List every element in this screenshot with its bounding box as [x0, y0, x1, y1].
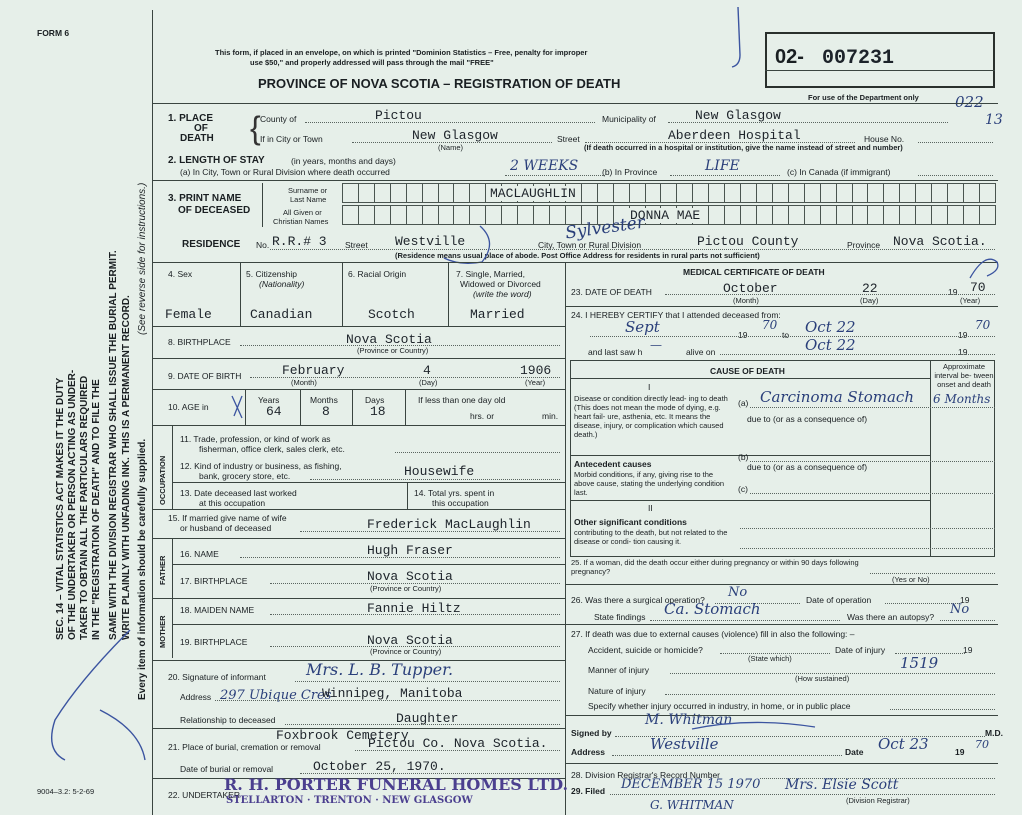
burial-date-value: October 25, 1970. [313, 759, 446, 774]
due-to-label-1: due to (or as a consequence of) [747, 414, 868, 424]
other-conditions-label-1: Other significant conditions [574, 517, 687, 527]
surgery-value: No [728, 585, 748, 600]
dod-day-sub: (Day) [860, 296, 879, 305]
less-day-label-1: If less than one day old [418, 395, 506, 405]
mother-name-label: 18. MAIDEN NAME [180, 605, 255, 615]
md-label: M.D. [985, 728, 1003, 738]
antecedent-label-1: Antecedent causes [574, 459, 652, 469]
municipality-label: Municipality of [602, 114, 656, 124]
injury-year-prefix: 19 [963, 645, 973, 655]
surname-value: MACLAUGHLIN [490, 186, 576, 201]
physician-address-label: Address [571, 747, 606, 757]
dob-label: 9. DATE OF BIRTH [168, 371, 242, 381]
attended-to-year: 70 [975, 318, 991, 332]
city-value: New Glasgow [412, 128, 498, 143]
citizenship-label-2: (Nationality) [259, 279, 305, 289]
accident-label: Accident, suicide or homicide? [588, 645, 703, 655]
antecedent-label-2: Morbid conditions, if any, giving rise to the above cause, stating the underlying condition last. [574, 470, 725, 497]
operation-date-label: Date of operation [806, 595, 872, 605]
occ-13-label-b: at this occupation [199, 498, 266, 508]
cause-roman-1: I [648, 382, 651, 392]
less-day-label-3: min. [542, 411, 559, 421]
signed-by-label: Signed by [571, 728, 612, 738]
father-name-value: Hugh Fraser [367, 543, 453, 558]
burial-place-label: 21. Place of burial, cremation or removal [168, 742, 321, 752]
form-label: FORM 6 [37, 28, 70, 38]
cause-c-label: (c) [738, 484, 748, 494]
physician-date: Oct 23 [878, 735, 929, 753]
mother-birthplace-label: 19. BIRTHPLACE [180, 637, 248, 647]
burial-place-2: Pictou Co. Nova Scotia. [368, 736, 548, 751]
residence-no-value: R.R.# 3 [272, 234, 327, 249]
race-value: Scotch [368, 307, 415, 322]
city-label: If in City or Town [260, 134, 323, 144]
occupation-side-label: OCCUPATION [158, 455, 167, 505]
yes-no-sub: (Yes or No) [892, 575, 930, 584]
dob-year: 1906 [520, 363, 552, 378]
informant-signature: Mrs. L. B. Tupper. [306, 660, 454, 679]
undertaker-stamp-sub: STELLARTON · TRENTON · NEW GLASGOW [226, 795, 473, 806]
relationship-label: Relationship to deceased [180, 715, 276, 725]
undertaker-label: 22. UNDERTAKER [168, 790, 240, 800]
header-ink-mark [728, 5, 748, 70]
sex-label: 4. Sex [168, 269, 193, 279]
side-text-5: SAME WITH THE DIVISION REGISTRAR WHO SHALL ISSUE THE BURIAL PERMIT. [108, 250, 119, 640]
dob-month-sub: (Month) [291, 378, 317, 387]
to-year-prefix: 19 [958, 330, 968, 340]
attended-from: Sept [625, 318, 660, 336]
attended-to: Oct 22 [805, 318, 856, 336]
injury-date-label: Date of injury [835, 645, 886, 655]
other-conditions-label-2: contributing to the death, but not related to the disease or condi- tion causing it. [574, 528, 728, 546]
cause-a-label: (a) [738, 398, 749, 408]
disease-label: Disease or condition directly lead- ing to death (This does not mean the mode of dying, e.g. heart fail- ure, asthenia, etc. It means the disease, injury, or complication which caused death.) [574, 394, 728, 439]
filed-date: DECEMBER 15 1970 [621, 777, 761, 792]
residence-street-label: Street [345, 240, 368, 250]
attended-from-year: 70 [762, 318, 778, 332]
age-ink-mark [228, 392, 248, 422]
stay-label: 2. LENGTH OF STAY [168, 155, 265, 166]
dod-ink-mark [965, 248, 1005, 286]
side-text-3: TAKER TO OBTAIN ALL THE PARTICULARS REQUIRED [79, 375, 90, 640]
surname-label-2: Last Name [290, 195, 327, 204]
age-label: 10. AGE in [168, 402, 209, 412]
stay-sub-label: (in years, months and days) [291, 156, 396, 166]
manner-label: Manner of injury [588, 665, 649, 675]
place-note: (If death occurred in a hospital or institution, give the name instead of street and number) [584, 143, 903, 152]
cause-roman-2: II [648, 503, 653, 513]
filed-label: 29. Filed [571, 786, 606, 796]
father-birthplace-label: 17. BIRTHPLACE [180, 576, 248, 586]
stay-b-label: (b) In Province [602, 167, 658, 177]
dob-day-sub: (Day) [419, 378, 438, 387]
extra-handwritten-name: G. WHITMAN [650, 798, 734, 812]
side-text-2: OF THE UNDERTAKER OR PERSON ACTING AS UNDER- [67, 369, 78, 640]
how-sustained-sub: (How sustained) [795, 674, 850, 683]
birthplace-value: Nova Scotia [346, 332, 432, 347]
informant-address-label: Address [180, 692, 212, 702]
informant-address-handwritten: 297 Ubique Cres [220, 688, 332, 703]
from-year-prefix: 19 [738, 330, 748, 340]
nature-label: Nature of injury [588, 686, 646, 696]
citizenship-value: Canadian [250, 307, 313, 322]
certify-label: 24. I HEREBY CERTIFY that I attended deceased from: [571, 310, 781, 320]
form-code: 9004–3.2: 5-2-69 [37, 787, 95, 796]
cause-a-value: Carcinoma Stomach [760, 388, 914, 406]
side-text-8: (See reverse side for instructions.) [137, 182, 148, 335]
name-label-1: 3. PRINT NAME [168, 193, 242, 204]
surname-label-1: Surname or [288, 186, 328, 195]
dod-year: 70 [970, 280, 986, 295]
given-value: DONNA MAE [630, 208, 701, 223]
informant-address-value: Winnipeg, Manitoba [322, 686, 463, 701]
age-days-label: Days [365, 395, 385, 405]
father-side-label: FATHER [158, 555, 167, 585]
physician-signature: M. Whitman [645, 712, 733, 728]
informant-sig-label: 20. Signature of informant [168, 672, 266, 682]
occ-11-label-a: 11. Trade, profession, or kind of work as [180, 434, 331, 444]
dod-day: 22 [862, 281, 878, 296]
county-value: Pictou [375, 108, 422, 123]
industry-label: Specify whether injury occurred in industry, in home, or in public place [588, 701, 851, 711]
stay-c-label: (c) In Canada (if immigrant) [787, 167, 891, 177]
pregnancy-question: 25. If a woman, did the death occur either during pregnancy or within 90 days following pregnancy? [571, 558, 859, 576]
column-divider [565, 262, 566, 815]
occ-14-label-b: this occupation [432, 498, 489, 508]
citizenship-label-1: 5. Citizenship [246, 269, 298, 279]
reg-prefix: 02- [775, 46, 804, 68]
less-day-label-2: hrs. or [470, 411, 495, 421]
age-months-value: 8 [322, 404, 330, 419]
residence-label: RESIDENCE [182, 239, 241, 250]
occ-11-label-b: fisherman, office clerk, sales clerk, etc. [199, 444, 345, 454]
dod-label: 23. DATE OF DEATH [571, 287, 652, 297]
due-to-label-2: due to (or as a consequence of) [747, 462, 868, 472]
house-label: House No. [864, 134, 905, 144]
stay-a-label: (a) In City, Town or Rural Division where death occurred [180, 167, 390, 177]
birthplace-label: 8. BIRTHPLACE [168, 337, 231, 347]
dod-year-prefix: 19 [948, 287, 958, 297]
undertaker-stamp: R. H. PORTER FUNERAL HOMES LTD. [224, 775, 569, 794]
mother-name-value: Fannie Hiltz [367, 601, 461, 616]
birthplace-sub: (Province or Country) [357, 346, 429, 355]
last-saw-pronoun: — [650, 338, 662, 352]
surgery-label: 26. Was there a surgical operation? [571, 595, 705, 605]
notice-line-2: use $50," and properly addressed will pass through the mail "FREE" [250, 58, 494, 67]
stay-a-value: 2 WEEKS [510, 158, 579, 174]
name-label-2: OF DECEASED [178, 205, 251, 216]
registrar-sub: (Division Registrar) [846, 796, 910, 805]
occupation-value: Housewife [404, 464, 475, 479]
last-saw-label: and last saw h [588, 347, 643, 357]
filed-by: Mrs. Elsie Scott [785, 777, 899, 793]
marital-label-2: Widowed or Divorced [460, 279, 541, 289]
dept-code-2: 13 [985, 112, 1003, 128]
physician-address: Westville [650, 735, 719, 753]
left-border [152, 10, 153, 815]
occ-12-label-b: bank, grocery store, etc. [199, 471, 291, 481]
notice-line-1: This form, if placed in an envelope, on which is printed "Dominion Statistics – Free, penalty for improper [215, 48, 588, 57]
dod-month-sub: (Month) [733, 296, 759, 305]
dod-year-sub: (Year) [960, 296, 981, 305]
dod-month: October [723, 281, 778, 296]
last-saw-date: Oct 22 [805, 336, 856, 354]
physician-date-year-prefix: 19 [955, 747, 965, 757]
operation-year-prefix: 19 [960, 595, 970, 605]
city-name-sub: (Name) [438, 143, 464, 152]
place-label-2: OF [194, 123, 208, 134]
residence-city-label: City, Town or Rural Division [538, 240, 642, 250]
medical-header: MEDICAL CERTIFICATE OF DEATH [683, 267, 825, 277]
reg-number: 007231 [822, 47, 895, 70]
surname-grid [342, 183, 996, 203]
autopsy-value: No [950, 602, 970, 617]
dob-day: 4 [423, 363, 431, 378]
mother-birthplace-sub: (Province or Country) [370, 647, 442, 656]
occ-12-label-a: 12. Kind of industry or business, as fishing, [180, 461, 342, 471]
father-name-label: 16. NAME [180, 549, 219, 559]
dob-year-sub: (Year) [525, 378, 546, 387]
age-months-label: Months [310, 395, 338, 405]
burial-date-label: Date of burial or removal [180, 764, 274, 774]
marital-label-1: 7. Single, Married, [456, 269, 525, 279]
side-text-7: Every item of information should be carefully supplied. [137, 438, 148, 700]
handwritten-given-name: Sylvester [563, 212, 647, 244]
side-text-6: WRITE PLAINLY WITH UNFADING INK. THIS IS A PERMANENT RECORD. [121, 295, 132, 640]
cause-b-label: (b) [738, 452, 749, 462]
dob-month: February [282, 363, 345, 378]
physician-date-year: 70 [975, 738, 989, 751]
place-label-1: 1. PLACE [168, 113, 214, 124]
place-label-3: DEATH [180, 133, 214, 144]
residence-prov-value: Nova Scotia. [893, 234, 987, 249]
external-causes-label: 27. If death was due to external causes (violence) fill in also the following: – [571, 629, 855, 639]
side-text-1: SEC. 14 – VITAL STATISTICS ACT MAKES IT THE DUTY [55, 377, 66, 640]
interval-header: Approximate interval be- tween onset and death [934, 362, 994, 389]
state-which-sub: (State which) [748, 654, 792, 663]
page-title: PROVINCE OF NOVA SCOTIA – REGISTRATION OF DEATH [258, 76, 621, 91]
occ-14-label-a: 14. Total yrs. spent in [414, 488, 495, 498]
alive-on-label: alive on [686, 347, 716, 357]
findings-label: State findings [594, 612, 646, 622]
marital-value: Married [470, 307, 525, 322]
municipality-value: New Glasgow [695, 108, 781, 123]
residence-no-label: No. [256, 240, 270, 250]
last-saw-year-prefix: 19 [958, 347, 968, 357]
dept-code: 022 [955, 93, 984, 111]
father-birthplace-value: Nova Scotia [367, 569, 453, 584]
signature-flourish [690, 715, 820, 735]
race-label: 6. Racial Origin [348, 269, 407, 279]
margin-ink-mark [40, 620, 150, 770]
autopsy-label: Was there an autopsy? [847, 612, 935, 622]
age-days-value: 18 [370, 404, 386, 419]
age-years-value: 64 [266, 404, 282, 419]
record-number-label: 28. Division Registrar's Record Number [571, 770, 721, 780]
spouse-label-2: or husband of deceased [180, 523, 272, 533]
interval-a-value: 6 Months [933, 392, 991, 406]
spouse-label-1: 15. If married give name of wife [168, 513, 287, 523]
given-label-1: All Given or [283, 208, 322, 217]
physician-date-label: Date [845, 747, 864, 757]
county-label: County of [260, 114, 297, 124]
relationship-value: Daughter [396, 711, 459, 726]
mother-side-label: MOTHER [158, 615, 167, 648]
cause-header: CAUSE OF DEATH [710, 366, 785, 376]
marital-label-3: (write the word) [473, 289, 532, 299]
spouse-value: Frederick MacLaughlin [367, 517, 531, 532]
to-label: to [782, 330, 790, 340]
father-birthplace-sub: (Province or Country) [370, 584, 442, 593]
age-years-label: Years [258, 395, 280, 405]
residence-ink-circle [440, 222, 500, 266]
street-value: Aberdeen Hospital [668, 128, 801, 143]
street-label: Street [557, 134, 580, 144]
residence-city-value: Pictou County [697, 234, 799, 249]
sex-value: Female [165, 307, 212, 322]
occ-13-label-a: 13. Date deceased last worked [180, 488, 297, 498]
dept-use-label: For use of the Department only [808, 93, 919, 102]
manner-value: 1519 [900, 654, 939, 672]
findings-value: Ca. Stomach [664, 600, 761, 618]
residence-street-value: Westville [395, 234, 466, 249]
stay-b-value: LIFE [705, 158, 740, 174]
residence-note: (Residence means usual place of abode. Post Office Address for residents in rural parts not sufficient) [395, 251, 760, 260]
burial-place-1: Foxbrook Cemetery [276, 728, 409, 743]
given-label-2: Christian Names [273, 217, 329, 226]
side-text-4: IN THE "REGISTRATION OF DEATH" AND TO FILE THE [91, 379, 102, 640]
residence-prov-label: Province [847, 240, 881, 250]
mother-birthplace-value: Nova Scotia [367, 633, 453, 648]
